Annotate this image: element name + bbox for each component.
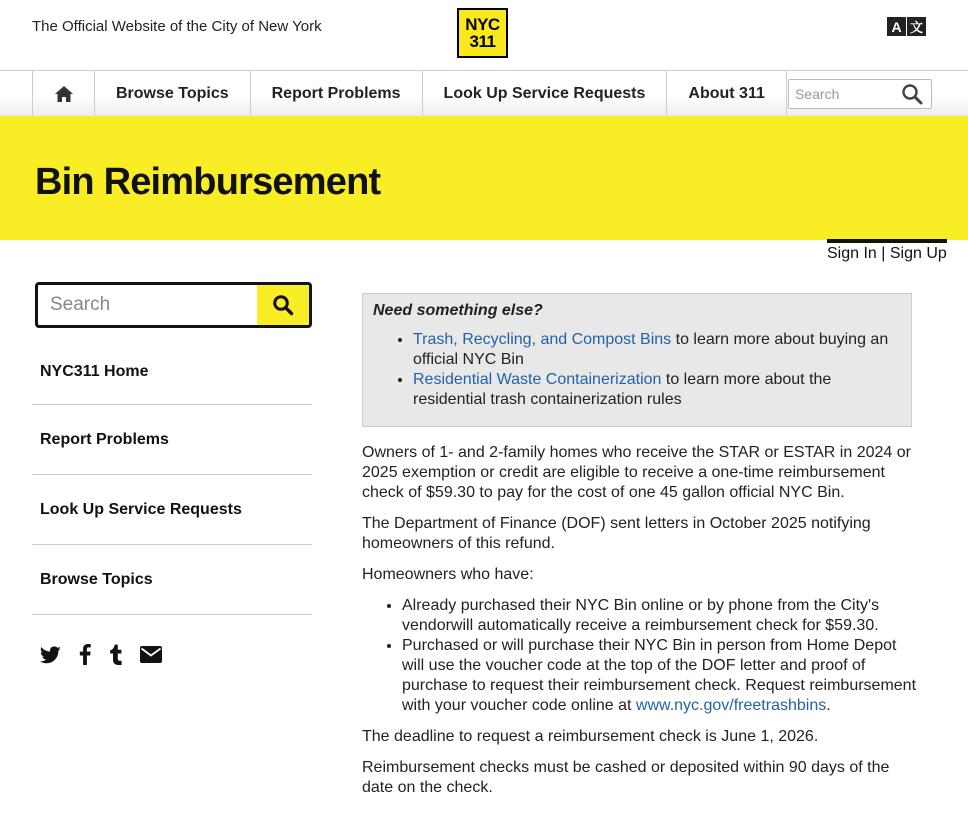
sign-up-link[interactable]: Sign Up	[889, 245, 947, 262]
social-links	[40, 644, 180, 665]
callout-heading: Need something else?	[373, 302, 543, 319]
eligibility-paragraph: Owners of 1- and 2-family homes who receive the STAR or ESTAR in 2024 or 2025 exemption or credit are eligible to receive a one-time reimbursement check of $59.30 to pay for the cost of one 45 gallon official NYC Bin.	[362, 444, 911, 501]
homeowners-intro: Homeowners who have:	[362, 566, 534, 583]
dof-letters-paragraph: The Department of Finance (DOF) sent letters in October 2025 notifying homeowners of this refund.	[362, 515, 871, 552]
nav-search-input[interactable]	[789, 80, 889, 108]
callout-list	[373, 330, 901, 410]
deadline-paragraph: The deadline to request a reimbursement check is June 1, 2026.	[362, 728, 819, 745]
residential-waste-containerization-link[interactable]: Residential Waste Containerization	[413, 371, 662, 388]
sign-in-link[interactable]: Sign In	[827, 245, 877, 262]
sidebar-search-box	[35, 282, 312, 328]
account-links	[827, 245, 947, 263]
translate-icon-a: A	[887, 17, 906, 36]
nyc311-logo[interactable]	[457, 8, 508, 58]
top-bar	[0, 0, 968, 71]
homeowners-list	[362, 596, 918, 716]
sidebar-item-look-up-service-requests[interactable]: Look Up Service Requests	[32, 475, 312, 545]
list-item-period: .	[826, 697, 831, 714]
nav-report-problems[interactable]: Report Problems	[250, 71, 422, 117]
sidebar-item-nyc311-home[interactable]: NYC311 Home	[32, 340, 312, 405]
official-website-text: The Official Website of the City of New York	[32, 18, 322, 35]
callout-item-text: to learn more about buying an official NYC Bin	[413, 331, 889, 368]
logo-line-1: NYC	[465, 15, 500, 34]
home-icon	[54, 85, 74, 103]
twitter-icon[interactable]	[40, 646, 61, 664]
logo-line-2: 311	[469, 32, 496, 51]
page-title: Bin Reimbursement	[35, 161, 381, 203]
page-banner	[0, 116, 968, 240]
nav-home-button[interactable]	[32, 71, 94, 117]
translate-icon-b: 文	[907, 17, 926, 36]
account-bar	[827, 239, 947, 243]
tumblr-icon[interactable]	[109, 644, 122, 665]
sidebar-nav	[32, 340, 312, 615]
account-separator: |	[881, 245, 886, 262]
translate-icon[interactable]	[887, 17, 926, 36]
email-icon[interactable]	[140, 646, 162, 663]
list-item	[413, 370, 901, 410]
trash-recycling-compost-bins-link[interactable]: Trash, Recycling, and Compost Bins	[413, 331, 672, 348]
list-item: • Already purchased their NYC Bin online or by phone from the City's vendorwill automatically receive a reimbursement check for $59.30.	[402, 596, 918, 636]
search-icon	[272, 294, 294, 316]
callout-item-text: to learn more about the residential trash containerization rules	[413, 371, 832, 408]
nav-search-box	[788, 79, 932, 109]
nav-about-311[interactable]: About 311	[666, 71, 786, 117]
nav-look-up-service-requests[interactable]: Look Up Service Requests	[422, 71, 667, 117]
sidebar-search-button[interactable]	[257, 285, 309, 325]
need-something-else-callout	[362, 293, 912, 427]
sidebar-item-browse-topics[interactable]: Browse Topics	[32, 545, 312, 615]
sidebar-search-input[interactable]	[38, 285, 258, 325]
main-content	[362, 443, 918, 809]
cashing-paragraph: Reimbursement checks must be cashed or deposited within 90 days of the date on the check.	[362, 759, 890, 796]
freetrashbins-link[interactable]: www.nyc.gov/freetrashbins	[635, 697, 827, 714]
list-item	[413, 330, 901, 370]
nav-browse-topics[interactable]: Browse Topics	[94, 71, 250, 117]
sidebar-item-report-problems[interactable]: Report Problems	[32, 405, 312, 475]
list-item	[402, 636, 918, 716]
voucher-instructions: Purchased or will purchase their NYC Bin in person from Home Depot will use the voucher code at the top of the DOF letter and proof of purchase to request their reimbursement check. Request reimbursement with your voucher code online at	[402, 637, 917, 714]
facebook-icon[interactable]	[79, 644, 91, 665]
main-nav	[0, 70, 968, 116]
search-icon[interactable]	[901, 83, 923, 105]
